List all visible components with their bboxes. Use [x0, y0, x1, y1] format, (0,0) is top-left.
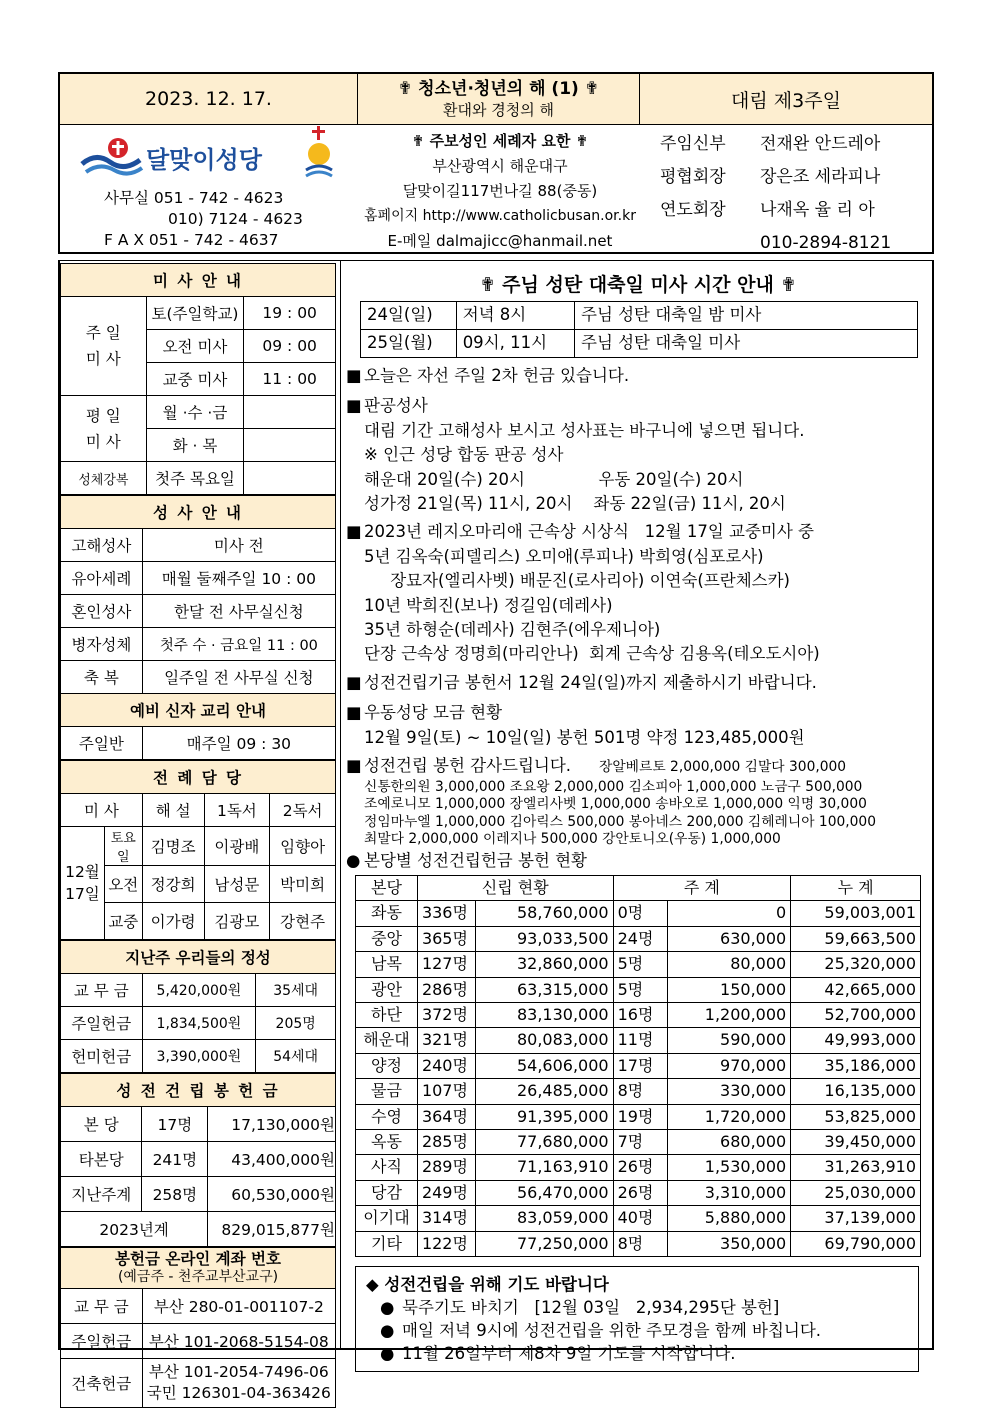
table-row [356, 1206, 921, 1231]
notice-item [346, 394, 930, 418]
week-count: 40명 [613, 1206, 667, 1231]
building-amount: 43,400,000원 [208, 1142, 336, 1177]
notice-line: 35년 하형순(데레사) 김현주(에우제니아) [364, 620, 661, 640]
cumulative-amount: 59,003,001 [791, 901, 921, 926]
donor-line: 장알베르토 2,000,000 김말다 300,000 [599, 759, 847, 776]
staff-row: 연도회장 나재옥 율 리 아 [660, 200, 875, 220]
notice-line: 대림 기간 고해성사 보시고 성사표는 바구니에 넣으면 됩니다. [364, 420, 805, 440]
account-number: 부산 101-2068-5154-08 [142, 1324, 335, 1359]
moon-cross-icon [302, 126, 336, 180]
mass-schedule-table [60, 263, 336, 495]
table-row [356, 901, 921, 926]
offering-section-title: 지난주 우리들의 정성 [61, 941, 336, 974]
cumulative-amount: 25,320,000 [791, 952, 921, 977]
notice-line: 단장 근속상 정명희(마리안나) 회계 근속상 김용옥(테오도시아) [364, 644, 820, 664]
parish-name: 중앙 [356, 926, 418, 951]
reader-1: 남성문 [204, 866, 270, 903]
week-amount: 630,000 [667, 926, 791, 951]
donor-line: 신통한의원 3,000,000 조요왕 2,000,000 김소피아 1,000,000 노금구 500,000 [364, 778, 863, 795]
table-row [356, 977, 921, 1002]
pledge-amount: 93,033,500 [475, 926, 613, 951]
table-row [356, 1129, 921, 1154]
prayer-text: 매일 저녁 9시에 성전건립을 위한 주모경을 함께 바칩니다. [402, 1321, 822, 1340]
account-section-title [61, 1248, 336, 1289]
square-bullet-icon: ■ [346, 703, 362, 723]
parish-name: 남목 [356, 952, 418, 977]
column-divider [340, 260, 341, 1350]
mass-name: 화 · 목 [146, 429, 244, 462]
catechumen-section-title: 예비 신자 교리 안내 [61, 694, 336, 727]
parish-name: 이기대 [356, 1206, 418, 1231]
pledge-count: 249명 [417, 1180, 475, 1205]
notice-line: 성가정 21일(목) 11시, 20시 좌동 22일(금) 11시, 20시 [364, 494, 786, 514]
year-theme [358, 74, 640, 125]
parish-info [352, 129, 648, 254]
pledge-amount: 83,059,000 [475, 1206, 613, 1231]
account-type: 주일헌금 [61, 1324, 143, 1359]
staff-row: 주임신부 전재완 안드레아 [660, 134, 881, 154]
table-row [356, 1104, 921, 1129]
pledge-amount: 71,163,910 [475, 1155, 613, 1180]
issue-date: 2023. 12. 17. [60, 74, 358, 125]
week-amount: 1,200,000 [667, 1002, 791, 1027]
commentator: 김명조 [142, 827, 204, 866]
week-count: 16명 [613, 1002, 667, 1027]
column-header: 본당 [356, 875, 418, 900]
sacrament-section-title: 성 사 안 내 [61, 496, 336, 529]
week-amount: 0 [667, 901, 791, 926]
parish-fund-table [355, 875, 921, 1257]
week-count: 26명 [613, 1155, 667, 1180]
parish-name: 사직 [356, 1155, 418, 1180]
week-amount: 680,000 [667, 1129, 791, 1154]
square-bullet-icon: ■ [346, 366, 362, 385]
sunday-mass-label: 주 일 미 사 [61, 297, 147, 396]
sacrament-name: 병자성체 [61, 628, 143, 661]
table-row [356, 1028, 921, 1053]
building-total-label: 2023년계 [61, 1212, 208, 1247]
liturgy-header: 미 사 [61, 794, 143, 827]
notice-item [346, 754, 930, 778]
account-holder: (예금주 - 천주교부산교구) [117, 1269, 279, 1285]
notice-text: 성전건립 봉헌 감사드립니다. [364, 756, 572, 776]
square-bullet-icon: ■ [346, 672, 362, 692]
christmas-mass-table [360, 301, 918, 358]
cumulative-amount: 59,663,500 [791, 926, 921, 951]
column-header: 주 계 [613, 875, 791, 900]
liturgy-header: 1독서 [204, 794, 270, 827]
pledge-amount: 77,680,000 [475, 1129, 613, 1154]
staff-row: 평협회장 장은조 세라피나 [660, 167, 881, 187]
parish-name: 하단 [356, 1002, 418, 1027]
prayer-title: ◆ 성전건립을 위해 기도 바랍니다 [366, 1275, 609, 1294]
bullet-dot-icon: ● [380, 1298, 395, 1317]
pledge-amount: 91,395,000 [475, 1104, 613, 1129]
notice-line: 10년 박희진(보나) 정길임(데레사) [364, 595, 613, 615]
building-amount: 60,530,000원 [208, 1177, 336, 1212]
cumulative-amount: 69,790,000 [791, 1231, 921, 1256]
reader-2: 임향아 [270, 827, 336, 866]
notice-line: ※ 인근 성당 합동 판공 성사 [364, 445, 564, 465]
pledge-count: 314명 [417, 1206, 475, 1231]
pledge-count: 372명 [417, 1002, 475, 1027]
week-amount: 5,880,000 [667, 1206, 791, 1231]
catechumen-time: 매주일 09 : 30 [142, 727, 335, 760]
pledge-count: 122명 [417, 1231, 475, 1256]
week-amount: 80,000 [667, 952, 791, 977]
week-count: 24명 [613, 926, 667, 951]
column-header: 신립 현황 [417, 875, 613, 900]
liturgy-header: 해 설 [142, 794, 204, 827]
building-parish: 본 당 [61, 1107, 142, 1142]
prayer-item [366, 1342, 908, 1365]
pledge-count: 107명 [417, 1079, 475, 1104]
notice-line: 장묘자(엘리사벳) 배문진(로사리아) 이연숙(프란체스카) [364, 571, 790, 591]
week-amount: 330,000 [667, 1079, 791, 1104]
sacrament-table [60, 495, 336, 760]
week-count: 5명 [613, 977, 667, 1002]
main-column [346, 263, 930, 1372]
offering-amount: 1,834,500원 [142, 1007, 256, 1040]
offering-amount: 3,390,000원 [142, 1040, 256, 1073]
pledge-count: 336명 [417, 901, 475, 926]
table-row [356, 1053, 921, 1078]
christmas-mass-name: 주님 성탄 대축일 미사 [575, 330, 918, 358]
contact-phone: 010-2894-8121 [760, 233, 892, 253]
sacrament-info: 첫주 수 · 금요일 11 : 00 [142, 628, 335, 661]
cumulative-amount: 53,825,000 [791, 1104, 921, 1129]
offering-amount: 5,420,000원 [142, 974, 256, 1007]
pledge-amount: 83,130,000 [475, 1002, 613, 1027]
offering-type: 주일헌금 [61, 1007, 143, 1040]
parish-name: 옥동 [356, 1129, 418, 1154]
liturgy-mass: 교중 [104, 903, 142, 940]
christmas-mass-title: ✟ 주님 성탄 대축일 미사 시간 안내 ✟ [479, 274, 797, 296]
offering-type: 헌미헌금 [61, 1040, 143, 1073]
prayer-text: 11월 26일부터 제8차 9일 기도를 시작합니다. [402, 1344, 736, 1363]
commentator: 정강희 [142, 866, 204, 903]
cumulative-amount: 37,139,000 [791, 1206, 921, 1231]
office-mobile: 010) 7124 - 4623 [168, 210, 303, 228]
parish-logo [80, 134, 330, 184]
table-row [356, 1079, 921, 1104]
notice-item [346, 849, 930, 873]
mass-name: 오전 미사 [146, 330, 244, 363]
square-bullet-icon: ■ [346, 756, 362, 776]
liturgy-section-title: 전 례 담 당 [61, 761, 336, 794]
table-row [356, 926, 921, 951]
christmas-date: 25일(월) [361, 330, 457, 358]
parish-name: 달맞이성당 [146, 146, 262, 174]
cumulative-amount: 52,700,000 [791, 1002, 921, 1027]
notice-line: 12월 9일(토) ~ 10일(일) 봉헌 501명 약정 123,485,000원 [364, 727, 805, 747]
patron-saint: ✟ 주보성인 세례자 요한 ✟ [411, 132, 589, 150]
wave-logo-icon [80, 134, 144, 180]
sacrament-name: 축 복 [61, 661, 143, 694]
adoration-label: 성체강복 [61, 462, 147, 495]
week-amount: 1,530,000 [667, 1155, 791, 1180]
prayer-item [366, 1296, 908, 1319]
pledge-count: 127명 [417, 952, 475, 977]
pledge-count: 285명 [417, 1129, 475, 1154]
offering-count: 35세대 [256, 974, 336, 1007]
account-number: 부산 280-01-001107-2 [142, 1289, 335, 1324]
pledge-amount: 63,315,000 [475, 977, 613, 1002]
sacrament-info: 미사 전 [142, 529, 335, 562]
adoration-value: 첫주 목요일 [146, 462, 244, 495]
parish-name: 물금 [356, 1079, 418, 1104]
parish-name: 당감 [356, 1180, 418, 1205]
cumulative-amount: 42,665,000 [791, 977, 921, 1002]
cumulative-amount: 25,030,000 [791, 1180, 921, 1205]
table-row [356, 1180, 921, 1205]
pledge-count: 289명 [417, 1155, 475, 1180]
notice-text: 우동성당 모금 현황 [364, 703, 503, 723]
building-amount: 17,130,000원 [208, 1107, 336, 1142]
mass-name: 월 ·수 ·금 [146, 396, 244, 429]
table-row [356, 1231, 921, 1256]
pledge-amount: 56,470,000 [475, 1180, 613, 1205]
homepage-link[interactable]: 홈페이지 http://www.catholicbusan.or.kr [364, 208, 636, 224]
notice-item [346, 520, 930, 544]
donor-line: 최말다 2,000,000 이레지나 500,000 강안토니오(우동) 1,000,000 [364, 831, 781, 847]
parish-name: 양정 [356, 1053, 418, 1078]
liturgy-mass: 오전 [104, 866, 142, 903]
catechumen-class: 주일반 [61, 727, 143, 760]
offering-type: 교 무 금 [61, 974, 143, 1007]
mass-time: 19 : 00 [244, 297, 336, 330]
notice-text: 성전건립기금 봉헌서 12월 24일(일)까지 제출하시기 바랍니다. [364, 672, 817, 692]
building-count: 258명 [142, 1177, 208, 1212]
week-amount: 1,720,000 [667, 1104, 791, 1129]
notice-text: 판공성사 [364, 396, 428, 416]
liturgy-header: 2독서 [270, 794, 336, 827]
cumulative-amount: 49,993,000 [791, 1028, 921, 1053]
notice-item [346, 701, 930, 725]
prayer-box [355, 1266, 919, 1372]
mass-time [244, 396, 336, 429]
theme-title: ✟ 청소년·청년의 해 (1) ✟ [398, 79, 599, 99]
week-count: 17명 [613, 1053, 667, 1078]
table-row [356, 1002, 921, 1027]
reader-1: 김광모 [204, 903, 270, 940]
pledge-amount: 26,485,000 [475, 1079, 613, 1104]
prayer-text: 묵주기도 바치기 [12월 03일 2,934,295단 봉헌] [402, 1298, 780, 1317]
notice-text: 2023년 레지오마리애 근속상 시상식 12월 17일 교중미사 중 [364, 522, 814, 542]
parish-name: 기타 [356, 1231, 418, 1256]
pledge-count: 240명 [417, 1053, 475, 1078]
sacrament-info: 한달 전 사무실신청 [142, 595, 335, 628]
reader-2: 박미희 [270, 866, 336, 903]
sacrament-info: 일주일 전 사무실 신청 [142, 661, 335, 694]
notices [346, 364, 930, 873]
account-number: 부산 101-2054-7496-06 국민 126301-04-363426 [142, 1359, 335, 1408]
square-bullet-icon: ■ [346, 396, 362, 416]
sacrament-info: 매월 둘째주일 10 : 00 [142, 562, 335, 595]
left-column [60, 263, 336, 1408]
notice-item [346, 364, 930, 388]
bullet-dot-icon: ● [380, 1321, 395, 1340]
christmas-mass-name: 주님 성탄 대축일 밤 미사 [575, 302, 918, 330]
bullet-dot-icon: ● [380, 1344, 395, 1363]
mass-time [244, 429, 336, 462]
building-section-title: 성 전 건 립 봉 헌 금 [61, 1074, 336, 1107]
notice-item [346, 671, 930, 695]
liturgical-week: 대림 제3주일 [640, 74, 932, 125]
weekday-mass-label: 평 일 미 사 [61, 396, 147, 462]
office-phone: 사무실 051 - 742 - 4623 [104, 189, 284, 207]
mass-section-title: 미 사 안 내 [61, 264, 336, 297]
bulletin-header [58, 72, 934, 254]
pledge-amount: 58,760,000 [475, 901, 613, 926]
office-contacts [104, 188, 303, 251]
week-count: 7명 [613, 1129, 667, 1154]
week-count: 19명 [613, 1104, 667, 1129]
notice-line: 5년 김옥숙(피델리스) 오미애(루피나) 박희영(심포로사) [364, 546, 764, 566]
week-count: 11명 [613, 1028, 667, 1053]
week-count: 0명 [613, 901, 667, 926]
email-link[interactable]: E-메일 dalmajicc@hanmail.net [387, 232, 613, 250]
bullet-dot-icon: ● [346, 850, 361, 870]
cumulative-amount: 31,263,910 [791, 1155, 921, 1180]
mass-name: 토(주일학교) [146, 297, 244, 330]
pledge-count: 365명 [417, 926, 475, 951]
mass-name: 교중 미사 [146, 363, 244, 396]
donor-line: 조예로니모 1,000,000 장엘리사벳 1,000,000 송바오로 1,000,000 익명 30,000 [364, 796, 867, 812]
christmas-time: 09시, 11시 [456, 330, 574, 358]
cumulative-amount: 35,186,000 [791, 1053, 921, 1078]
building-parish: 타본당 [61, 1142, 142, 1177]
square-bullet-icon: ■ [346, 522, 362, 542]
mass-time: 11 : 00 [244, 363, 336, 396]
notice-text: 오늘은 자선 주일 2차 헌금 있습니다. [364, 366, 630, 385]
week-count: 8명 [613, 1079, 667, 1104]
column-header: 누 계 [791, 875, 921, 900]
building-total-amount: 829,015,877원 [208, 1212, 336, 1247]
week-amount: 970,000 [667, 1053, 791, 1078]
office-fax: F A X 051 - 742 - 4637 [104, 231, 279, 249]
address-line-2: 달맞이길117번나길 88(중동) [402, 182, 598, 200]
pledge-amount: 54,606,000 [475, 1053, 613, 1078]
week-amount: 590,000 [667, 1028, 791, 1053]
mass-time: 09 : 00 [244, 330, 336, 363]
christmas-date: 24일(일) [361, 302, 457, 330]
week-count: 26명 [613, 1180, 667, 1205]
liturgy-mass: 토요일 [104, 827, 142, 866]
sacrament-name: 혼인성사 [61, 595, 143, 628]
reader-1: 이광배 [204, 827, 270, 866]
sacrament-name: 유아세례 [61, 562, 143, 595]
week-count: 5명 [613, 952, 667, 977]
sacrament-name: 고해성사 [61, 529, 143, 562]
christmas-time: 저녁 8시 [456, 302, 574, 330]
liturgy-duty-table [60, 760, 336, 940]
liturgy-date: 12월 17일 [61, 827, 105, 940]
pledge-count: 321명 [417, 1028, 475, 1053]
week-amount: 3,310,000 [667, 1180, 791, 1205]
offering-count: 54세대 [256, 1040, 336, 1073]
offering-count: 205명 [256, 1007, 336, 1040]
address-line-1: 부산광역시 해운대구 [432, 157, 568, 175]
notice-line: 해운대 20일(수) 20시 우동 20일(수) 20시 [364, 469, 744, 489]
pledge-amount: 77,250,000 [475, 1231, 613, 1256]
building-count: 241명 [142, 1142, 208, 1177]
week-amount: 150,000 [667, 977, 791, 1002]
building-parish: 지난주계 [61, 1177, 142, 1212]
commentator: 이가령 [142, 903, 204, 940]
pledge-count: 286명 [417, 977, 475, 1002]
cumulative-amount: 39,450,000 [791, 1129, 921, 1154]
pledge-amount: 80,083,000 [475, 1028, 613, 1053]
parish-name: 광안 [356, 977, 418, 1002]
prayer-item [366, 1319, 908, 1342]
building-count: 17명 [142, 1107, 208, 1142]
account-table [60, 1247, 336, 1408]
parish-name: 해운대 [356, 1028, 418, 1053]
pledge-count: 364명 [417, 1104, 475, 1129]
offering-table [60, 940, 336, 1073]
week-amount: 350,000 [667, 1231, 791, 1256]
staff-list [660, 128, 930, 260]
account-type: 교 무 금 [61, 1289, 143, 1324]
reader-2: 강현주 [270, 903, 336, 940]
account-title: 봉헌금 온라인 계좌 번호 [115, 1250, 281, 1268]
theme-subtitle: 환대와 경청의 해 [443, 101, 554, 119]
table-row [356, 952, 921, 977]
week-count: 8명 [613, 1231, 667, 1256]
pledge-amount: 32,860,000 [475, 952, 613, 977]
parish-name: 수영 [356, 1104, 418, 1129]
table-row [356, 1155, 921, 1180]
donor-line: 정임마누엘 1,000,000 김아릭스 500,000 봉아네스 200,000 김헤레니아 100,000 [364, 813, 876, 830]
parish-name: 좌동 [356, 901, 418, 926]
notice-text: 본당별 성전건립헌금 봉헌 현황 [364, 850, 587, 870]
cumulative-amount: 16,135,000 [791, 1079, 921, 1104]
account-type: 건축헌금 [61, 1359, 143, 1408]
building-fund-table [60, 1073, 336, 1247]
